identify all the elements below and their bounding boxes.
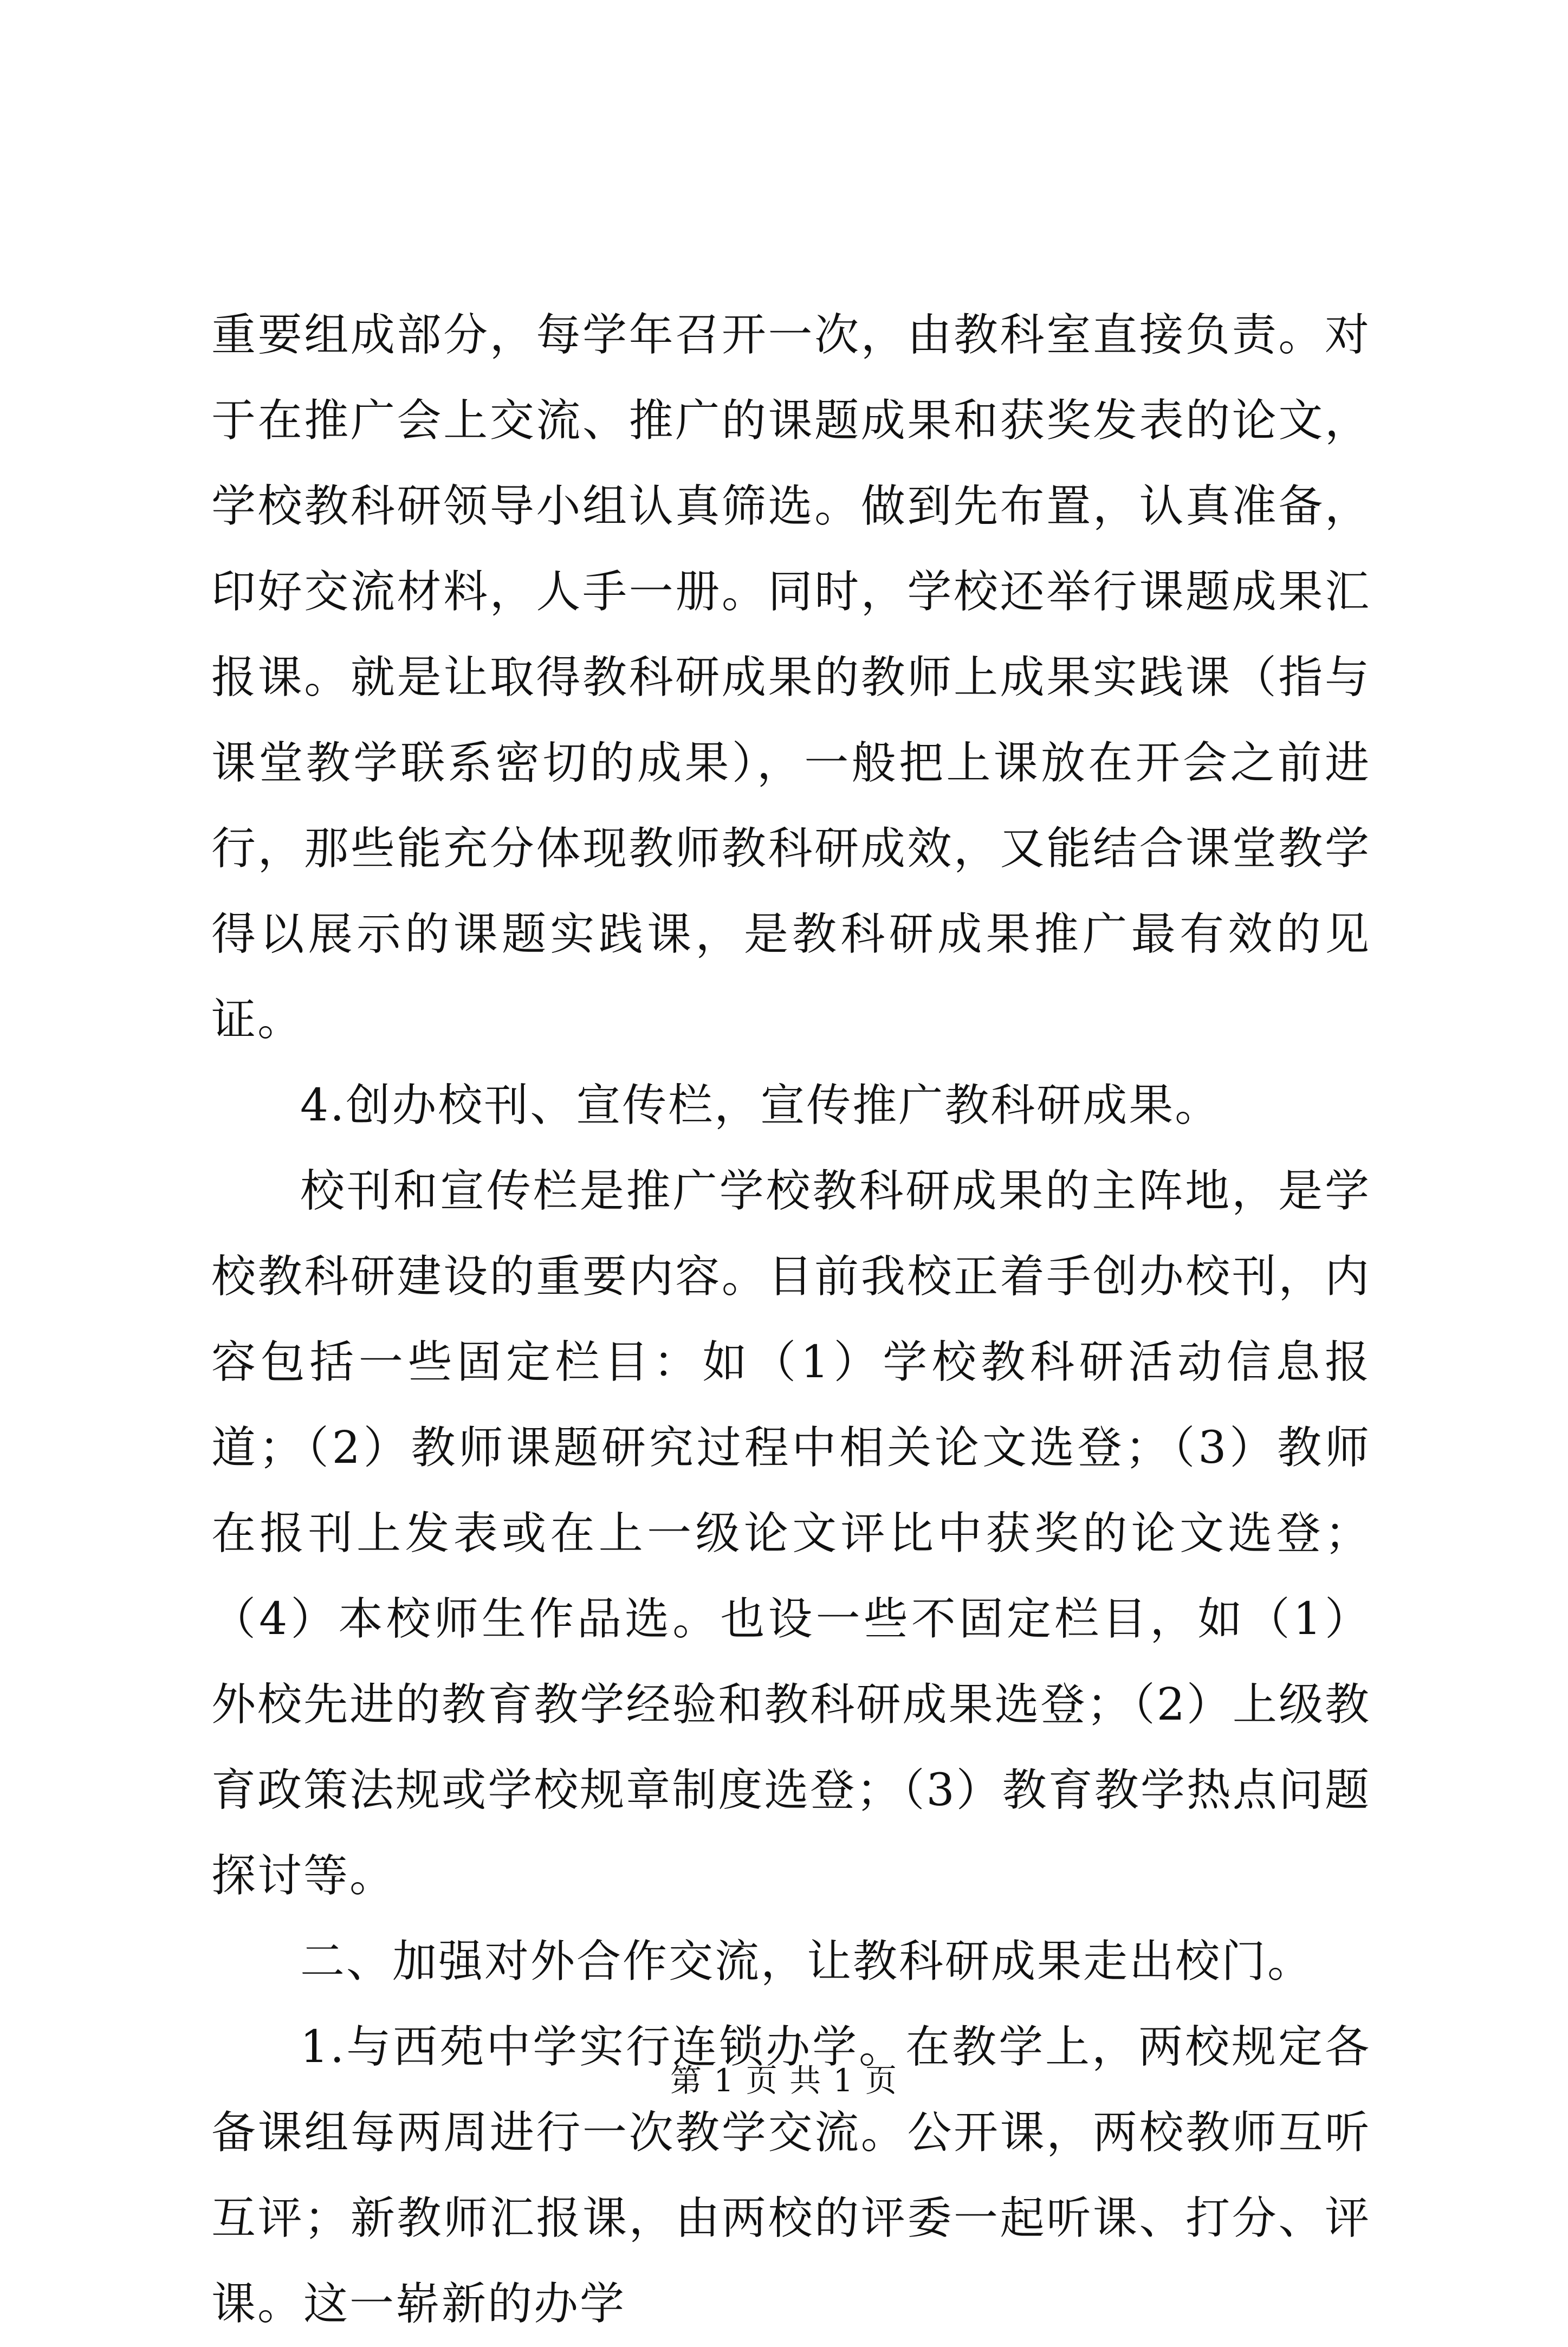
page-number-footer: 第 1 页 共 1 页 (670, 2062, 898, 2099)
document-body (211, 293, 1371, 2347)
paragraph-section-2-heading: 二、加强对外合作交流，让教科研成果走出校门。 (300, 1936, 1314, 1987)
paragraph-chain-school: 1.与西苑中学实行连锁办学。在教学上，两校规定各备课组每两周进行一次教学交流。公开课，两校教师互听互评；新教师汇报课，由两校的评委一起听课、打分、评课。这一崭新的办学 (211, 2021, 1371, 2330)
paragraph-heading-4: 4.创办校刊、宣传栏，宣传推广教科研成果。 (300, 1080, 1221, 1131)
paragraph-school-journal: 校刊和宣传栏是推广学校教科研成果的主阵地，是学校教科研建设的重要内容。目前我校正着手创办校刊，内容包括一些固定栏目：如（1）学校教科研活动信息报道；（2）教师课题研究过程中相关论文选登；（3）教师在报刊上发表或在上一级论文评比中获奖的论文选登；（4）本校师生作品选。也设一些不固定栏目，如（1）外校先进的教育教学经验和教科研成果选登；（2）上级教育政策法规或学校规章制度选登；（3）教育教学热点问题探讨等。 (211, 1165, 1371, 1902)
paragraph-continuation: 重要组成部分，每学年召开一次，由教科室直接负责。对于在推广会上交流、推广的课题成果和获奖发表的论文，学校教科研领导小组认真筛选。做到先布置，认真准备，印好交流材料，人手一册。同时，学校还举行课题成果汇报课。就是让取得教科研成果的教师上成果实践课（指与课堂教学联系密切的成果），一般把上课放在开会之前进行，那些能充分体现教师教科研成效，又能结合课堂教学得以展示的课题实践课，是教科研成果推广最有效的见证。 (211, 309, 1371, 1046)
